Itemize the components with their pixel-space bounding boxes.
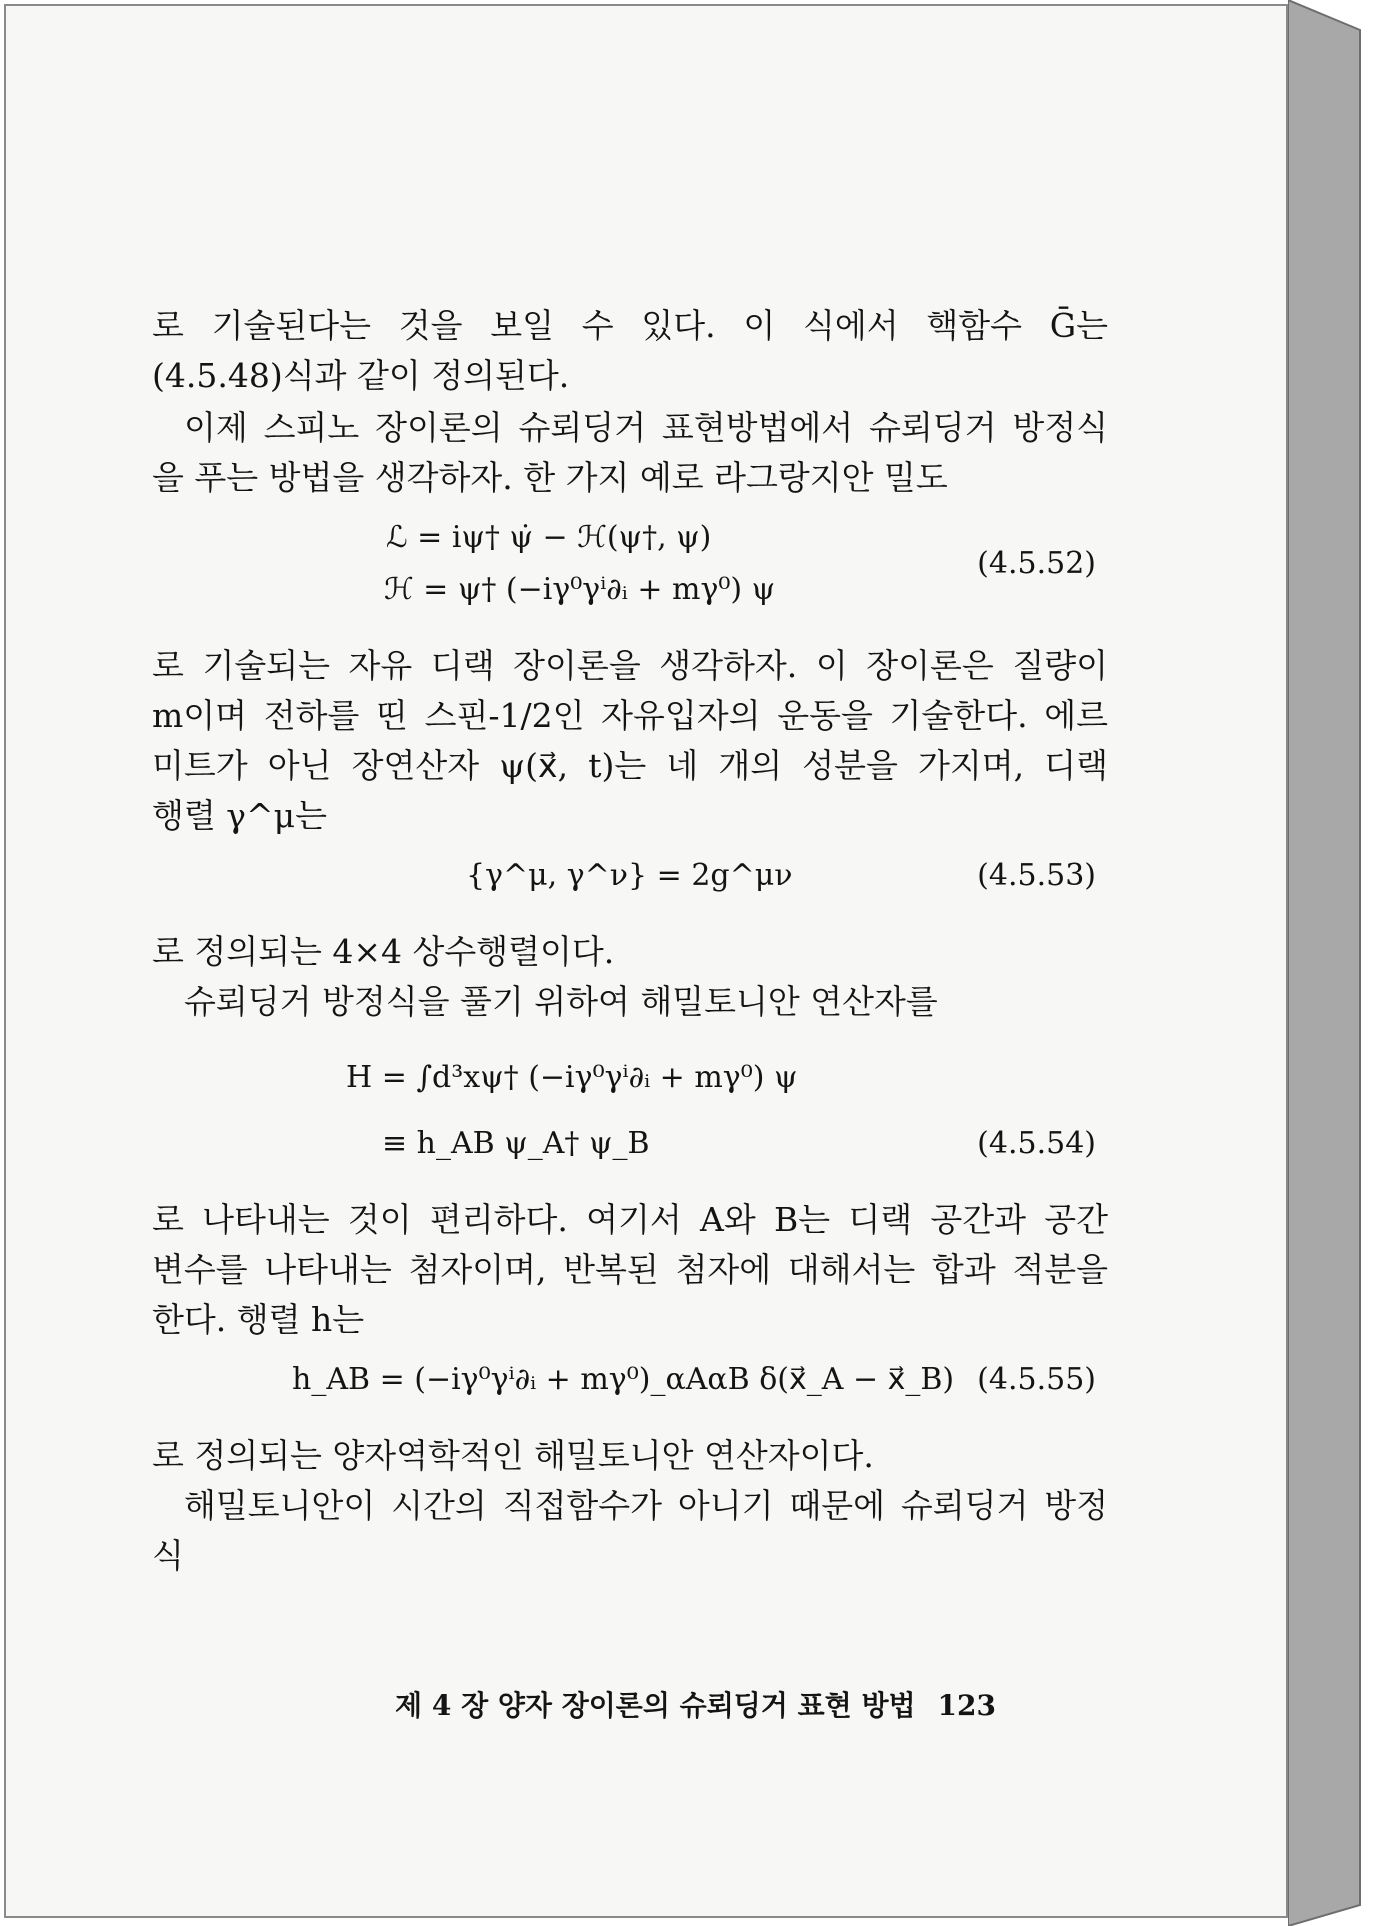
equation-4-5-53: {γ^μ, γ^ν} = 2g^μν [466,858,793,893]
equation-4-5-52-line-2: ℋ = ψ† (−iγ⁰γⁱ∂ᵢ + mγ⁰) ψ [384,572,776,607]
text-line-1: 로 기술된다는 것을 보일 수 있다. 이 식에서 핵함수 Ḡ는 [152,306,1108,345]
text-line-8: 행렬 γ^μ는 [152,796,327,835]
text-line-2: (4.5.48)식과 같이 정의된다. [152,356,570,395]
text-line-4: 을 푸는 방법을 생각하자. 한 가지 예로 라그랑지안 밀도 [152,458,948,497]
equation-number-4-5-52: (4.5.52) [977,546,1096,581]
text-line-14: 로 정의되는 양자역학적인 해밀토니안 연산자이다. [152,1436,874,1475]
text-line-5: 로 기술되는 자유 디랙 장이론을 생각하자. 이 장이론은 질량이 [152,646,1108,685]
running-footer [395,1684,996,1724]
text-line-15: 해밀토니안이 시간의 직접함수가 아니기 때문에 슈뢰딩거 방정 [184,1486,1108,1525]
equation-4-5-52-line-1: ℒ = iψ† ψ̇ − ℋ(ψ†, ψ) [386,520,712,555]
text-line-9: 로 정의되는 4×4 상수행렬이다. [152,932,615,971]
equation-number-4-5-55: (4.5.55) [977,1362,1096,1397]
text-line-13: 한다. 행렬 h는 [152,1300,365,1339]
text-line-10: 슈뢰딩거 방정식을 풀기 위하여 해밀토니안 연산자를 [184,982,938,1021]
text-line-6: m이며 전하를 띤 스핀-1/2인 자유입자의 운동을 기술한다. 에르 [152,696,1108,735]
text-line-16: 식 [152,1536,184,1575]
footer-chapter-title: 제 4 장 양자 장이론의 슈뢰딩거 표현 방법 [395,1689,916,1722]
equation-4-5-54-line-1: H = ∫d³xψ† (−iγ⁰γⁱ∂ᵢ + mγ⁰) ψ [346,1060,798,1095]
equation-number-4-5-54: (4.5.54) [977,1126,1096,1161]
text-line-7: 미트가 아닌 장연산자 ψ(x⃗, t)는 네 개의 성분을 가지며, 디랙 [152,746,1108,785]
equation-4-5-54-line-2: ≡ h_AB ψ_A† ψ_B [382,1126,650,1161]
equation-number-4-5-53: (4.5.53) [977,858,1096,893]
text-line-11: 로 나타내는 것이 편리하다. 여기서 A와 B는 디랙 공간과 공간 [152,1200,1108,1239]
equation-4-5-55: h_AB = (−iγ⁰γⁱ∂ᵢ + mγ⁰)_αAαB δ(x⃗_A − x⃗_B) [292,1362,955,1397]
text-line-12: 변수를 나타내는 첨자이며, 반복된 첨자에 대해서는 합과 적분을 [152,1250,1108,1289]
page-number: 123 [937,1689,996,1722]
text-line-3: 이제 스피노 장이론의 슈뢰딩거 표현방법에서 슈뢰딩거 방정식 [184,408,1108,447]
book-page [4,4,1288,1918]
book-spine [1288,0,1386,1926]
